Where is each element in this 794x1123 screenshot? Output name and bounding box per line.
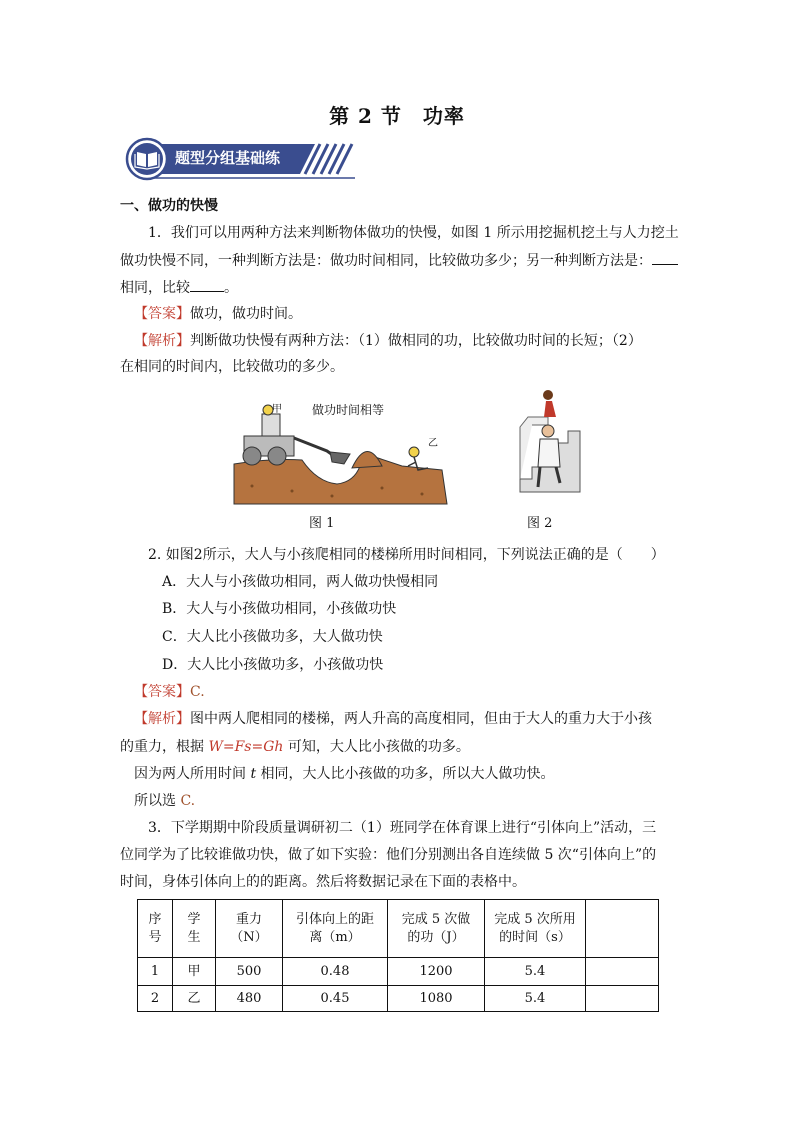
figure-1 xyxy=(232,396,450,508)
q2-stem: 2. 如图2所示，大人与小孩爬相同的楼梯所用时间相同，下列说法正确的是（ ） xyxy=(148,547,665,563)
q1-line2: 做功快慢不同，一种判断方法是：做功时间相同，比较做功多少；另一种判断方法是： xyxy=(120,250,680,271)
table-header-cell xyxy=(586,900,659,958)
table-cell: 1 xyxy=(138,958,173,986)
table-cell[interactable] xyxy=(586,986,659,1012)
table-header-cell: 重力 （N） xyxy=(216,900,283,958)
fig2-caption: 图 2 xyxy=(527,516,553,531)
q3-line3: 时间，身体引体向上的的距离。然后将数据记录在下面的表格中。 xyxy=(120,874,526,890)
q1-analysis-line1: 【解析】判断做功快慢有两种方法：（1）做相同的功，比较做功时间的长短；（2） xyxy=(134,333,642,349)
page-title: 第 2 节 功率 xyxy=(329,104,465,128)
table-cell: 0.48 xyxy=(283,958,388,986)
table-header-cell: 引体向上的距 离（m） xyxy=(283,900,388,958)
table-header-row xyxy=(138,900,659,958)
table-cell: 1200 xyxy=(388,958,485,986)
q1-analysis-line2: 在相同的时间内，比较做功的多少。 xyxy=(120,359,344,375)
table-cell: 0.45 xyxy=(283,986,388,1012)
q2-analysis-line3: 因为两人所用时间 t 相同，大人比小孩做的功多，所以大人做功快。 xyxy=(134,766,555,782)
fig1-label-jia: 甲 xyxy=(272,404,282,415)
table-cell: 5.4 xyxy=(485,958,586,986)
fig1-caption-top: 做功时间相等 xyxy=(312,403,385,417)
q2-analysis-line1: 【解析】图中两人爬相同的楼梯，两人升高的高度相同，但由于大人的重力大于小孩 xyxy=(134,711,652,727)
answer-blank-2[interactable] xyxy=(190,277,224,292)
section-heading: 一、做功的快慢 xyxy=(120,198,218,214)
q1-answer: 【答案】做功，做功时间。 xyxy=(134,306,302,322)
q3-line2: 位同学为了比较谁做功快，做了如下实验：他们分别测出各自连续做 5 次“引体向上”的 xyxy=(120,847,657,863)
table-cell: 乙 xyxy=(173,986,216,1012)
table-header-cell: 完成 5 次所用 的时间（s） xyxy=(485,900,586,958)
q1-line1: 1．我们可以用两种方法来判断物体做功的快慢，如图 1 所示用挖掘机挖土与人力挖土 xyxy=(148,225,679,241)
q2-conclusion: 所以选 C. xyxy=(134,793,196,809)
answer-blank-1[interactable] xyxy=(652,250,678,265)
table-cell: 2 xyxy=(138,986,173,1012)
table-cell: 5.4 xyxy=(485,986,586,1012)
fig1-caption: 图 1 xyxy=(309,516,335,531)
q3-line1: 3．下学期期中阶段质量调研初二（1）班同学在体育课上进行“引体向上”活动，三 xyxy=(148,820,657,836)
table-header-cell: 完成 5 次做 的功（J） xyxy=(388,900,485,958)
q2-option-b: B．大人与小孩做功相同，小孩做功快 xyxy=(162,601,397,617)
q2-answer: 【答案】C. xyxy=(134,684,205,700)
table-header-cell: 学 生 xyxy=(173,900,216,958)
table-cell: 500 xyxy=(216,958,283,986)
table-cell[interactable] xyxy=(586,958,659,986)
q2-option-d: D．大人比小孩做功多，小孩做功快 xyxy=(162,657,384,673)
data-table xyxy=(137,899,659,1012)
table-cell: 甲 xyxy=(173,958,216,986)
table-cell: 1080 xyxy=(388,986,485,1012)
table-cell: 480 xyxy=(216,986,283,1012)
figure-2 xyxy=(518,387,590,497)
q2-analysis-line2: 的重力，根据 W=Fs=Gh 可知，大人比小孩做的功多。 xyxy=(120,739,470,755)
banner-label: 题型分组基础练 xyxy=(175,149,281,167)
table-header-cell: 序 号 xyxy=(138,900,173,958)
fig1-label-yi: 乙 xyxy=(428,438,438,449)
table-row xyxy=(138,958,659,986)
q2-option-a: A．大人与小孩做功相同，两人做功快慢相同 xyxy=(162,574,439,590)
q1-line3: 相同，比较 。 xyxy=(120,277,680,298)
section-banner xyxy=(120,136,360,182)
table-row xyxy=(138,986,659,1012)
q2-option-c: C．大人比小孩做功多，大人做功快 xyxy=(162,629,383,645)
